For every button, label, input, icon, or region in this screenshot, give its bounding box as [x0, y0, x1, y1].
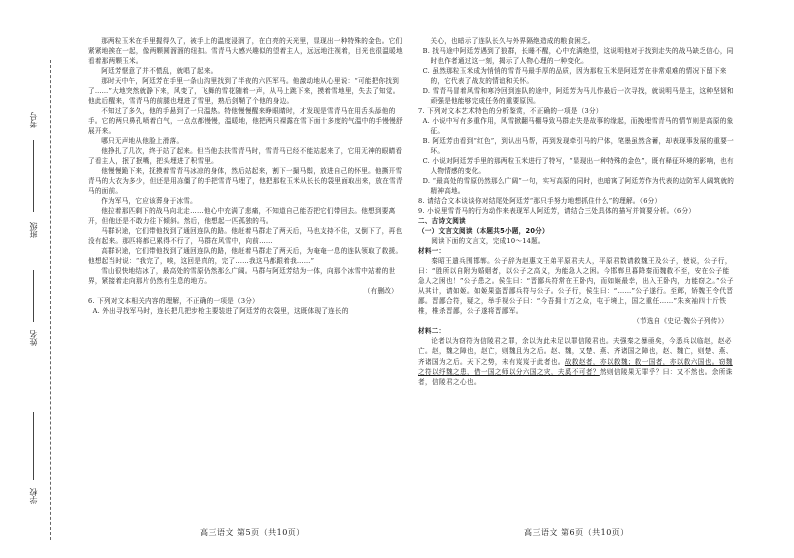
- story-paragraph: 不知过了多久，他的手悬到了一只温热。特他慢慢醒来睁眼睛时，才发现是雪青马在用舌头舔他的手。它的两只鼻孔喷着白气，一点点都慢慢，温暖地，他把两只裸露在雪下面十多度的气温中的手慢慢舒展开来。: [88, 107, 403, 136]
- material-1-text: 秦昭王遣兵围邯郸。公子辞为赵惠文王弟平原君夫人，平原君数请救魏王及公子，使说，公子行，曰：“胜所以自附为婚姻者，以公子之高义，为能急人之困。今邯郸旦暮降秦而魏救不至，安在公子能急人之困也！”公子患之。侯生曰：“晋鄙兵符常在王卧内，而如姬最幸，出入王卧内，力能窃之。”公子从其计，请如姬。如姬果盗晋鄙兵符与公子。公子行，侯生曰：“……”公子遂行。至邺，矫魏王令代晋鄙。晋鄙合符，疑之，举手视公子曰：“今吾拥十万之众，屯于境上，国之重任……”朱亥袖四十斤铁椎，椎杀晋鄙，公子遂将晋鄙军。: [418, 257, 734, 316]
- material-2-underlined-sentence: 故救赵者，亦以救魏；救一国者，亦以救六国也。窃魏之符以纾魏之患，借一国之师以分六国之灾，夫奚不可者？: [418, 357, 733, 376]
- question-6-option-d: D. 雪青马冒着风雪和寒冷回到连队的途中，阿廷芳为马儿作最后一次寻找，就说明马是主，这种坚韧和顽强是他能够完成任务的重要原因。: [422, 87, 734, 106]
- story-paragraph: 阿廷芳惬意了并不慌乱，就唱了起来。: [101, 67, 218, 76]
- material-1-title: 材料一：: [418, 247, 446, 256]
- name-blank[interactable]: [33, 270, 34, 322]
- left-column: [88, 36, 406, 316]
- material-2-text: [418, 336, 736, 386]
- story-paragraph: 他慢慢跪下来，抚摸着雪青马冰凉的身体，然后站起来，割下一撮马鬃，放进自己的怀里。他撕开雪青马的大衣为多少，但还是用冻僵了的手把雪青马埋了，他把那粒玉米从长长的袋里面取出来，放在雪青马的面前。: [88, 167, 403, 196]
- story-paragraph: 他拉着那匹剩下的战马向北走……他心中充满了悲痛，不知道自己能否把它们带回去。他想到要离开，但他还是不敢力往下倾斜。然后，他想起一匹孤独的马。: [88, 207, 396, 226]
- name-label: 姓名: [29, 330, 38, 346]
- footer-page-left: 高三语文 第5页（共10页）: [200, 528, 305, 537]
- material-2-title: 材料二：: [418, 327, 446, 336]
- question-6-stem: 6. 下列对文本相关内容的理解，不正确的一项是（3分）: [88, 297, 259, 306]
- section-2-heading: 二、古诗文阅读: [418, 217, 466, 226]
- question-6-option-c: C. 虽然那粒玉米成为悄悄的雪青马最手厚的品质，因为那粒玉米是阿廷芳在非常艰难的情况下留下来的，它代表了战友的情谊和关怀。: [422, 67, 727, 86]
- story-paragraph: 那时天中午，阿廷芳在手里一条山沟里找到了半夜的六匹军马。他激动地从心里说：“可能把你找到了……”大地突然就静下来，风变了，飞舞的雪花随着一声，从马上跳下来，摸着雪地里，失去了知觉。他此后醒来，雪青马的前腿也埋进了雪里，熟后剑鞘了个他的身边。: [88, 77, 400, 106]
- material-1-source: （节选自《史记·魏公子列传》）: [633, 317, 728, 326]
- school-blank[interactable]: [33, 412, 34, 480]
- story-paragraph: 雪山很快地结冰了，最高处的雪原仍然那么广阔。马群与阿廷芳结为一体，向那个冰雪中站着的世界，紧接着走向那片仍然有生息的地方。: [88, 267, 396, 286]
- question-6-option-a: A. 外出寻找军马时，连长把几把步枪主要装进了阿廷芳的衣袋里，这既体现了连长的: [92, 307, 349, 316]
- story-paragraph: 高群识途，它们带他找到了通回连队的路，他赶着马群走了两天后，为奄奄一息的连队领取了救援。他想起当时说：“我完了，唉，这回是真的，完了……我这马都跟着我……”: [88, 247, 403, 266]
- question-7-option-b: B. 阿廷芳由看到“红色”，到认出马帮，再到发现牵引马的尸体，笔墨虽然含蓄，却表现事发展的重要一环。: [422, 137, 734, 156]
- question-8: 8. 请结合文本谈谈你对结尾处阿廷芳“那只手努力地想抓住什么”的理解。（6分）: [418, 197, 662, 206]
- question-6-option-a-cont: 关心，也暗示了连队长久与外界隔绝造成的粮食困乏。: [430, 37, 595, 45]
- question-7-option-a: A. 小说中写有多重作用，风雪掀翻马棚导致马群走失是故事的缘起，而挽埋雪青马的情节则是高原的象征。: [422, 117, 734, 136]
- binding-margin: [0, 0, 78, 558]
- story-paragraph: 那两粒玉米在手里握得久了，被手上的温度浸润了，在白亮的天光里，显现出一种特殊的金色。它们紧紧地挨在一起，像两颗圆溜溜的纽扣。雪青马大感兴趣似的望着主人，远远地注视着，目光也很温暖地看着那两颗玉米。: [88, 37, 403, 66]
- class-blank[interactable]: [33, 140, 34, 212]
- school-label: 学校: [29, 488, 38, 504]
- material-2-text-part: 论者以为窃符为信陵君之罪，余以为此未足以罪信陵君也。夫强秦之暴亟矣，今悉兵以临赵，赵必亡。赵，魏之障也，赵亡，则魏且为之后。赵、魏，又楚、燕、齐诸国之障也，赵、魏亡，则楚、燕、齐诸国为之后。天下之势，未有岌岌于此者也。: [418, 337, 733, 366]
- class-label: 班级: [29, 222, 38, 238]
- story-paragraph: 他挣扎了几次，终于站了起来。但当他去扶雪青马时，雪青马已经不能站起来了，它用无神的眼睛看了看主人，抿了抿嘴，把头埋进了积雪里。: [88, 147, 403, 166]
- question-9: 9. 小说里雪青马的行为动作来表现军人阿廷芳，请结合三处具体的描写并简要分析。（6分）: [418, 207, 696, 216]
- story-paragraph: 哪只无声地从他脸上滑落。: [101, 137, 184, 146]
- material-2-text-part: 然则信陵果无罪乎？曰：又不然也。余所诛者，信陵君之心也。: [418, 367, 733, 386]
- section-2-1-heading: （一）文言文阅读（本题共5小题，20分）: [418, 227, 549, 236]
- binding-dashed-line: [50, 60, 51, 540]
- question-7-option-d: D. “最高处的雪原仍然那么广阔”一句，实写高原的同时，也暗寓了阿廷芳作为代表的边防军人阔筑就的精神高地。: [422, 177, 735, 196]
- story-credit: （有删改）: [363, 287, 398, 296]
- section-instructions: 阅读下面的文言文，完成10～14题。: [431, 237, 545, 246]
- question-6-option-b: B. 找马途中阿廷芳遇到了狼群，长睡不醒，心中充满绝望，这说明他对于找到走失的战马缺乏信心，同时也作者通过这一刻，揭示了人物心理的一种变化。: [422, 47, 734, 66]
- right-column: [418, 36, 736, 387]
- seat-label: 考号: [29, 112, 38, 128]
- story-paragraph: 作为军马，它应该葬身于冰雪。: [101, 197, 197, 206]
- question-7-option-c: C. 小说对阿廷芳手里的那两粒玉米进行了特写，“显现出一种特殊的金色”，既有释征环境的影响，也有人物情感的变化。: [422, 157, 734, 176]
- question-7-stem: 7. 下列对文本艺术特色的分析鉴赏，不正确的一项是（3分）: [418, 107, 603, 116]
- footer-page-right: 高三语文 第6页（共10页）: [524, 528, 629, 537]
- story-paragraph: 马群识途，它们带他找到了通回连队的路。他赶着马群走了两天后，马也支持不住，又倒下了，再也没有起来。那匹将都已累得不行了，马群在风雪中，向前……: [88, 227, 403, 246]
